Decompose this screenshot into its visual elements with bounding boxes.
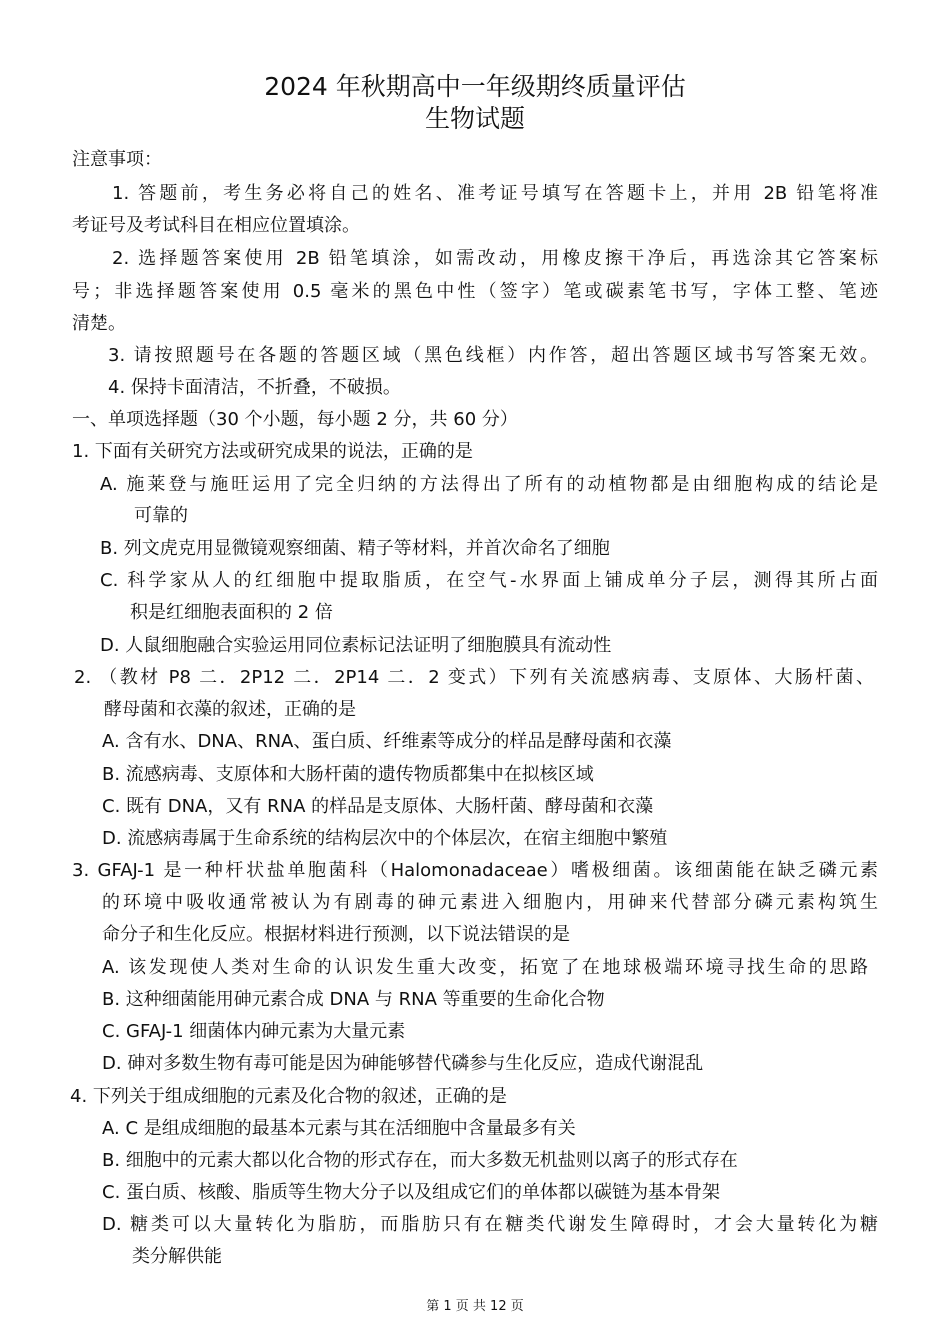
notice-item-3: 3. 请按照题号在各题的答题区域（黑色线框）内作答，超出答题区域书写答案无效。 [108, 345, 878, 366]
notice-item-2-line-3: 清楚。 [72, 313, 126, 334]
question-4-option-a: A. C 是组成细胞的最基本元素与其在活细胞中含量最多有关 [102, 1118, 576, 1139]
question-2-option-d: D. 流感病毒属于生命系统的结构层次中的个体层次，在宿主细胞中繁殖 [102, 828, 668, 849]
question-2-option-c: C. 既有 DNA，又有 RNA 的样品是支原体、大肠杆菌、酵母菌和衣藻 [102, 796, 654, 817]
notice-item-4: 4. 保持卡面清洁，不折叠，不破损。 [108, 377, 401, 398]
question-1-option-d: D. 人鼠细胞融合实验运用同位素标记法证明了细胞膜具有流动性 [100, 635, 612, 656]
question-3-option-a: A. 该发现使人类对生命的认识发生重大改变，拓宽了在地球极端环境寻找生命的思路 [102, 957, 868, 978]
question-4-stem: 4. 下列关于组成细胞的元素及化合物的叙述，正确的是 [70, 1086, 507, 1107]
notice-item-1-line-1: 1. 答题前，考生务必将自己的姓名、准考证号填写在答题卡上，并用 2B 铅笔将准 [112, 183, 878, 204]
question-3-stem-line-3: 命分子和生化反应。根据材料进行预测，以下说法错误的是 [102, 924, 570, 945]
question-2-option-a: A. 含有水、DNA、RNA、蛋白质、纤维素等成分的样品是酵母菌和衣藻 [102, 731, 672, 752]
section-heading-single-choice: 一、单项选择题（30 个小题，每小题 2 分，共 60 分） [72, 409, 518, 430]
question-2-stem-line-1: 2. （教材 P8 二．2P12 二．2P14 二．2 变式）下列有关流感病毒、支原体、大肠杆菌、 [74, 667, 874, 688]
exam-title: 2024 年秋期高中一年级期终质量评估 [264, 72, 686, 101]
question-1-option-a-line-2: 可靠的 [134, 505, 188, 526]
question-2-option-b: B. 流感病毒、支原体和大肠杆菌的遗传物质都集中在拟核区域 [102, 764, 594, 785]
question-2-stem-line-2: 酵母菌和衣藻的叙述，正确的是 [104, 699, 356, 720]
question-1-stem: 1. 下面有关研究方法或研究成果的说法，正确的是 [72, 441, 473, 462]
question-1-option-c-line-1: C. 科学家从人的红细胞中提取脂质，在空气-水界面上铺成单分子层，测得其所占面 [100, 570, 878, 591]
question-3-option-c: C. GFAJ-1 细菌体内砷元素为大量元素 [102, 1021, 406, 1042]
question-3-stem-line-1: 3. GFAJ-1 是一种杆状盐单胞菌科（Halomonadaceae）嗜极细菌。该细菌能在缺乏磷元素 [72, 860, 878, 881]
exam-subject-title: 生物试题 [424, 104, 525, 133]
page-number-footer: 第 1 页 共 12 页 [426, 1299, 524, 1314]
notice-heading: 注意事项： [72, 149, 162, 170]
question-4-option-b: B. 细胞中的元素大都以化合物的形式存在，而大多数无机盐则以离子的形式存在 [102, 1150, 738, 1171]
question-3-stem-line-2: 的环境中吸收通常被认为有剧毒的砷元素进入细胞内，用砷来代替部分磷元素构筑生 [102, 892, 878, 913]
question-3-option-b: B. 这种细菌能用砷元素合成 DNA 与 RNA 等重要的生命化合物 [102, 989, 605, 1010]
question-4-option-d-line-1: D. 糖类可以大量转化为脂肪，而脂肪只有在糖类代谢发生障碍时，才会大量转化为糖 [102, 1214, 878, 1235]
question-4-option-d-line-2: 类分解供能 [132, 1246, 222, 1267]
notice-item-2-line-1: 2. 选择题答案使用 2B 铅笔填涂，如需改动，用橡皮擦干净后，再选涂其它答案标 [112, 248, 878, 269]
question-1-option-a-line-1: A. 施莱登与施旺运用了完全归纳的方法得出了所有的动植物都是由细胞构成的结论是 [100, 474, 878, 495]
question-1-option-b: B. 列文虎克用显微镜观察细菌、精子等材料，并首次命名了细胞 [100, 538, 610, 559]
question-3-option-d: D. 砷对多数生物有毒可能是因为砷能够替代磷参与生化反应，造成代谢混乱 [102, 1053, 704, 1074]
question-1-option-c-line-2: 积是红细胞表面积的 2 倍 [130, 602, 333, 623]
notice-item-1-line-2: 考证号及考试科目在相应位置填涂。 [72, 215, 360, 236]
notice-item-2-line-2: 号；非选择题答案使用 0.5 毫米的黑色中性（签字）笔或碳素笔书写，字体工整、笔迹 [72, 281, 878, 302]
question-4-option-c: C. 蛋白质、核酸、脂质等生物大分子以及组成它们的单体都以碳链为基本骨架 [102, 1182, 721, 1203]
